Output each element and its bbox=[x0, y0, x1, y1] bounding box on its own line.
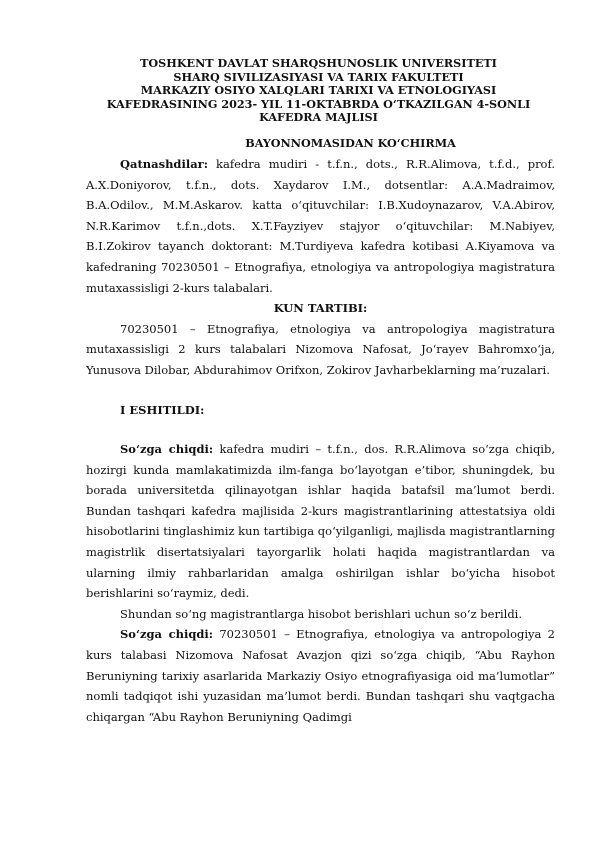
speech-paragraph-1 bbox=[86, 439, 555, 604]
participants-label: Qatnashdilar: bbox=[120, 156, 208, 171]
speech-2-text: 70230501 – Etnografiya, etnologiya va antropologiya 2 kurs talabasi Nizomova Nafosat Avazjon qizi so‘zga chiqib, “Abu Rayhon Beruniyning tarixiy asarlarida Markaziy Osiyo etnografiyasiga oid ma’lumotlar” nomli tadqiqot ishi yuzasidan ma’lumot berdi. Bundan tashqari shu vaqtgacha chiqargan “Abu Rayhon Beruniyning Qadimgi bbox=[86, 627, 555, 724]
header-university: TOSHKENT DAVLAT SHARQSHUNOSLIK UNIVERSITETI bbox=[140, 56, 497, 70]
speech-1-label: So‘zga chiqdi: bbox=[120, 442, 214, 457]
header-meeting: KAFEDRA MAJLISI bbox=[259, 110, 378, 125]
document-header bbox=[80, 57, 557, 125]
header-faculty: SHARQ SIVILIZASIYASI VA TARIX FAKULTETI bbox=[173, 69, 464, 84]
participants-text: kafedra mudiri - t.f.n., dots., R.R.Alimova, t.f.d., prof. A.X.Doniyorov, t.f.n., dots. Xaydarov I.M., dotsentlar: A.A.Madraimov, B.A.Odilov., M.M.Askarov. katta o‘qituvchilar: I.B.Xudoynazarov, V.A.Abirov, N.R.Karimov t.f.n.,dots. X.T.Fayziyev stajyor o‘qituvchilar: M.Nabiyev, B.I.Zokirov tayanch doktorant: M.Turdiyeva kafedra kotibasi A.Kiyamova va kafedraning 70230501 – Etnografiya, etnologiya va antropologiya magistratura mutaxassisligi 2-kurs talabalari. bbox=[86, 156, 555, 295]
document-title: BAYONNOMASIDAN KO‘CHIRMA bbox=[245, 135, 456, 150]
speech-paragraph-2 bbox=[86, 624, 555, 727]
transition-paragraph: Shundan so‘ng magistrantlarga hisobot berishlari uchun so‘z berildi. bbox=[120, 606, 523, 621]
participants-paragraph bbox=[86, 154, 555, 298]
agenda-heading: KUN TARTIBI: bbox=[273, 301, 368, 316]
section-heading: I ESHITILDI: bbox=[120, 402, 205, 417]
speech-1-text: kafedra mudiri – t.f.n., dos. R.R.Alimova so‘zga chiqib, hozirgi kunda mamlakatimizda ilm-fanga bo‘layotgan e’tibor, shuningdek, bu borada universitetda qilinayotgan ishlar haqida batafsil ma’lumot berdi. Bundan tashqari kafedra majlisida 2-kurs magistrantlarining attestatsiya oldi hisobotlarini tinglashimiz kun tartibiga qo‘yilganligi, majlisda magistrantlarning magistrlik disertatsiyalari tayorgarlik holati haqida magistrantlardan va ularning ilmiy rahbarlaridan amalga oshirilgan ishlar bo‘yicha hisobot berishlarini so‘raymiz, dedi. bbox=[86, 442, 555, 601]
header-department: MARKAZIY OSIYO XALQLARI TARIXI VA ETNOLOGIYASI bbox=[140, 83, 497, 98]
speech-2-label: So‘zga chiqdi: bbox=[120, 627, 214, 642]
agenda-paragraph: 70230501 – Etnografiya, etnologiya va antropologiya magistratura mutaxassisligi 2 kurs talabalari Nizomova Nafosat, Jo‘rayev Bahromxo‘ja, Yunusova Dilobar, Abdurahimov Orifxon, Zokirov Javharbeklarning ma’ruzalari. bbox=[86, 321, 555, 377]
header-meeting-date: KAFEDRASINING 2023- YIL 11-OKTABRDA O‘TKAZILGAN 4-SONLI bbox=[106, 96, 531, 111]
